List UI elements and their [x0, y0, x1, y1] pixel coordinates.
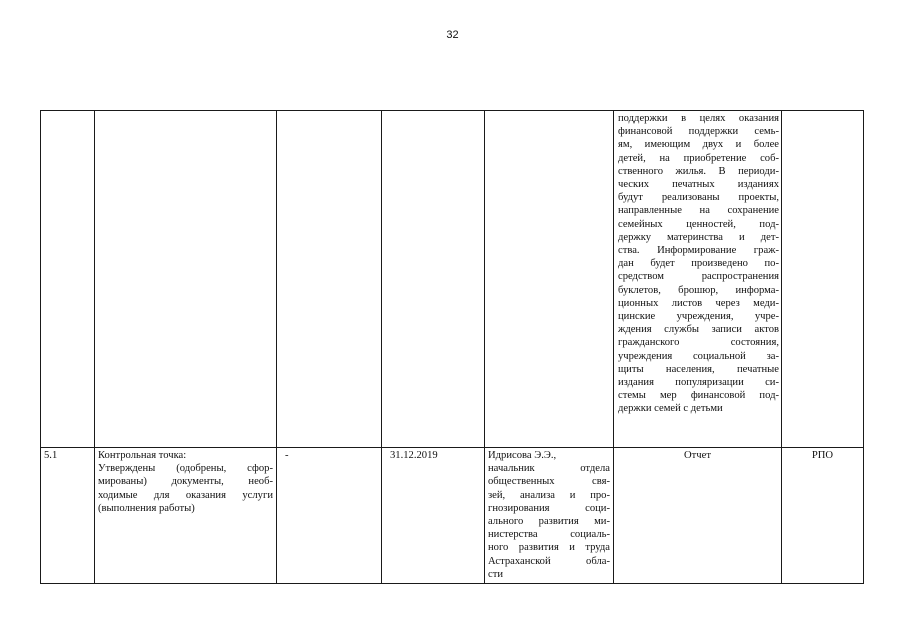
plan-table	[40, 110, 864, 584]
result-line: направленные на сохранение	[618, 205, 779, 217]
result-line: цинские учреждения, учре-	[618, 311, 779, 323]
executor-line: нистерства социаль-	[488, 529, 610, 541]
result-line: ционных листов через меди-	[618, 297, 779, 309]
description-line: Утверждены (одобрены, сфор-	[98, 463, 273, 475]
page-number: 32	[446, 29, 459, 41]
executor-line: начальник отдела	[488, 463, 610, 475]
result-line: учреждения социальной за-	[618, 350, 779, 362]
cell-result-text	[614, 111, 782, 448]
executor-line: гнозирования соци-	[488, 502, 610, 514]
cell-start-empty	[277, 111, 382, 448]
result-line: ственного жилья. В периоди-	[618, 165, 779, 177]
result-line: ям, имеющим двух и более	[618, 139, 779, 151]
result-line: финансовой поддержки семь-	[618, 126, 779, 138]
description-line: мированы) документы, необ-	[98, 476, 273, 488]
cell-result: Отчет	[614, 448, 782, 584]
executor-line: общественных свя-	[488, 476, 610, 488]
result-line: детей, на приобретение соб-	[618, 152, 779, 164]
cell-executor-empty	[485, 111, 614, 448]
cell-end-date: 31.12.2019	[382, 448, 485, 584]
executor-line: ного развития и труда	[488, 542, 610, 554]
executor-line: Идрисова Э.Э.,	[488, 450, 557, 461]
cell-executor	[485, 448, 614, 584]
description-line: ходимые для оказания услуги	[98, 489, 273, 501]
plan-table-container	[40, 110, 863, 583]
cell-control: РПО	[782, 448, 864, 584]
result-line: средством распространения	[618, 271, 779, 283]
executor-line: ального развития ми-	[488, 516, 610, 528]
result-line: стемы мер финансовой под-	[618, 390, 779, 402]
result-line: гражданского состояния,	[618, 337, 779, 349]
result-line: ждения службы записи актов	[618, 324, 779, 336]
result-line: издания популяризации си-	[618, 377, 779, 389]
description-line: Контрольная точка:	[98, 450, 187, 461]
result-line: держки семей с детьми	[618, 403, 723, 415]
cell-control-empty	[782, 111, 864, 448]
result-line: будут реализованы проекты,	[618, 192, 779, 204]
cell-description-empty	[95, 111, 277, 448]
result-line: ческих печатных изданиях	[618, 179, 779, 191]
result-line: поддержки в целях оказания	[618, 113, 779, 124]
result-line: буклетов, брошюр, информа-	[618, 284, 779, 296]
executor-line: сти	[488, 568, 504, 580]
result-line: семейных ценностей, под-	[618, 218, 779, 230]
table-row-5-1	[41, 448, 864, 584]
cell-number-empty	[41, 111, 95, 448]
cell-row-number: 5.1	[41, 448, 95, 584]
description-line: (выполнения работы)	[98, 502, 195, 514]
table-row-continuation	[41, 111, 864, 448]
result-line: дан будет произведено по-	[618, 258, 779, 270]
executor-line: Астраханской обла-	[488, 555, 610, 567]
cell-description	[95, 448, 277, 584]
cell-start-date: -	[277, 448, 382, 584]
executor-line: зей, анализа и про-	[488, 489, 610, 501]
result-line: держку материнства и дет-	[618, 231, 779, 243]
result-line: ства. Информирование граж-	[618, 245, 779, 257]
cell-end-empty	[382, 111, 485, 448]
result-line: щиты населения, печатные	[618, 363, 779, 375]
